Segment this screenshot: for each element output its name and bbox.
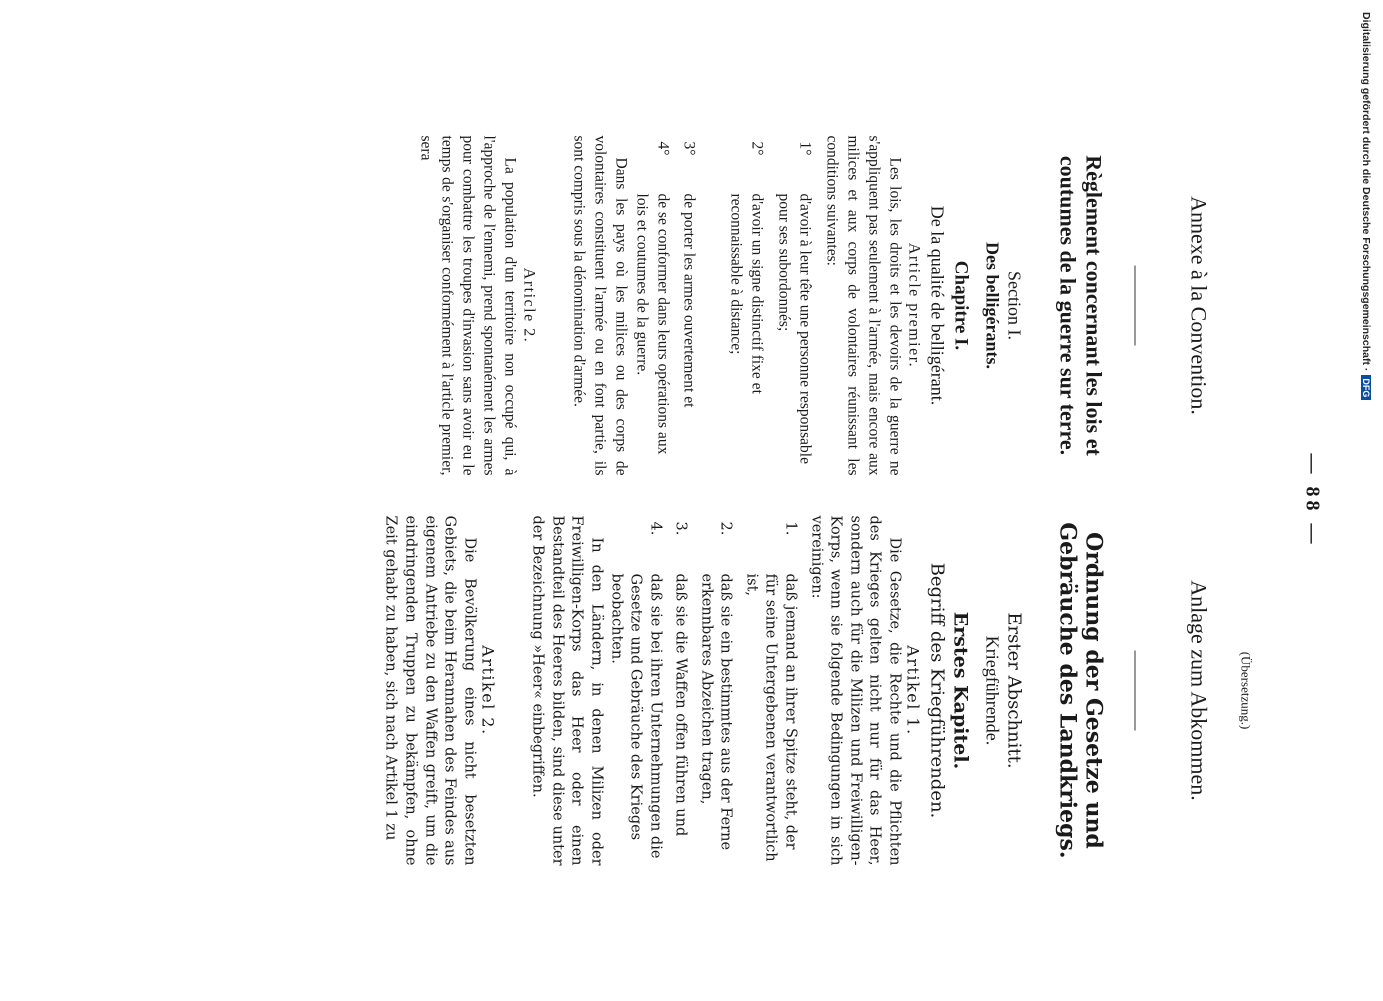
condition-number: 2° <box>748 141 766 156</box>
condition-text: daß jemand an ihrer Spitze steht, der für seine Untergebenen verantwortlich ist, <box>742 573 799 862</box>
condition-text: daß sie die Waffen offen führen und <box>672 573 689 837</box>
regulation-title-fr: Règlement concernant les lois et coutumes de la guerre sur terre. <box>1054 155 1106 456</box>
article2-heading-de: Artikel 2. <box>477 645 497 736</box>
article1-heading-fr: Article premier. <box>904 242 922 369</box>
article1-closing-de: In den Ländern, in denen Milizen oder Freiwilligen-Korps das Heer oder einen Bestandteil des Heeres bilden, sind diese unter der Bezeichnung »Heer« einbegriffen. <box>529 515 604 866</box>
annex-heading-fr: Annexe à la Convention. <box>1186 196 1211 415</box>
article2-heading-fr: Article 2. <box>519 267 537 344</box>
condition-number: 3° <box>680 141 698 156</box>
condition-number: 4. <box>646 521 663 536</box>
section-number-fr: Section I. <box>1004 271 1025 340</box>
condition-text: de se conformer dans leurs opérations aux lois et coutumes de la guerre. <box>632 193 671 455</box>
chapter-number-fr: Chapitre I. <box>949 260 971 351</box>
section-title-fr: Des belligérants. <box>981 242 1002 369</box>
condition-number: 4° <box>653 141 671 156</box>
article1-intro-de: Die Gesetze, die Rechte und die Pflichten des Krieges gelten nicht nur für das Heer, sondern auch für die Milizen und Freiwilligen-Korps, wenn sie folgende Bedingungen in sich vereinigen: <box>807 515 902 866</box>
document-page <box>0 1 1383 1001</box>
article1-heading-de: Artikel 1. <box>902 645 922 736</box>
article1-closing-fr: Dans les pays où les milices ou des corps de volontaires constituent l'armée ou en font partie, ils sont compris sous la dénomination d'armée. <box>569 135 629 476</box>
condition-item <box>678 136 699 476</box>
condition-number: 2. <box>717 521 734 536</box>
condition-item <box>740 516 799 866</box>
page-number: — 88 — <box>1301 453 1323 548</box>
condition-text: daß sie bei ihren Unternehmungen die Gesetze und Gebräuche des Krieges beobachten. <box>607 573 663 859</box>
condition-item <box>772 136 814 476</box>
german-column <box>380 516 1253 866</box>
condition-number: 3. <box>672 521 689 536</box>
chapter-title-de: Begriff des Kriegführenden. <box>925 562 947 819</box>
annex-heading-de: Anlage zum Abkommen. <box>1186 580 1211 801</box>
article1-intro-fr: Les lois, les droits et les devoirs de la guerre ne s'appliquent pas seulement à l'armée, mais encore aux milices et aux corps de volontaires réunissant les conditions suivantes: <box>823 135 903 476</box>
divider-rule <box>1134 651 1135 731</box>
regulation-title-de: Ordnung der Gesetze und Gebräuche des Landkriegs. <box>1053 522 1106 859</box>
condition-item <box>605 516 664 866</box>
translation-note: (Übersetzung.) <box>1238 651 1253 730</box>
section-number-de: Erster Abschnitt. <box>1003 612 1025 769</box>
condition-text: d'avoir à leur tête une personne responsable pour ses subordonnés; <box>775 193 814 464</box>
chapter-title-fr: De la qualité de belligérant. <box>926 205 947 406</box>
divider-rule <box>1134 266 1135 346</box>
scan-credit-text: Digitalisierung gefördert durch die Deutsche Forschungsgemeinschaft · <box>1360 12 1372 372</box>
condition-number: 1° <box>796 141 814 156</box>
dfg-logo: DFG <box>1361 375 1371 400</box>
condition-item <box>724 136 766 476</box>
french-column <box>414 136 1253 476</box>
condition-text: d'avoir un signe distinctif fixe et reconnaissable à distance; <box>727 193 766 394</box>
scan-credit <box>1362 12 1382 412</box>
condition-text: daß sie ein bestimmtes aus der Ferne erkennbares Abzeichen tragen, <box>697 573 734 851</box>
condition-item <box>695 516 734 866</box>
condition-number: 1. <box>782 521 799 536</box>
condition-item <box>630 136 672 476</box>
condition-item <box>670 516 690 866</box>
chapter-number-de: Erstes Kapitel. <box>948 611 971 770</box>
article2-text-de: Die Bevölkerung eines nicht besetzten Gebiets, die beim Herannahen des Feindes aus eigenem Antriebe zu den Waffen greift, um die eindringenden Truppen zu bekämpfen, ohne Zeit gehabt zu haben, sich nach Artikel 1 zu <box>382 515 477 866</box>
section-title-de: Kriegführende. <box>981 635 1002 746</box>
condition-text: de porter les armes ouvertement et <box>680 193 698 408</box>
article2-text-fr: La population d'un territoire non occupé qui, à l'approche de l'ennemi, prend spontanément les armes pour combattre les troupes d'invasion sans avoir eu le temps de s'organiser conformément à l'article premier, sera <box>417 135 518 476</box>
